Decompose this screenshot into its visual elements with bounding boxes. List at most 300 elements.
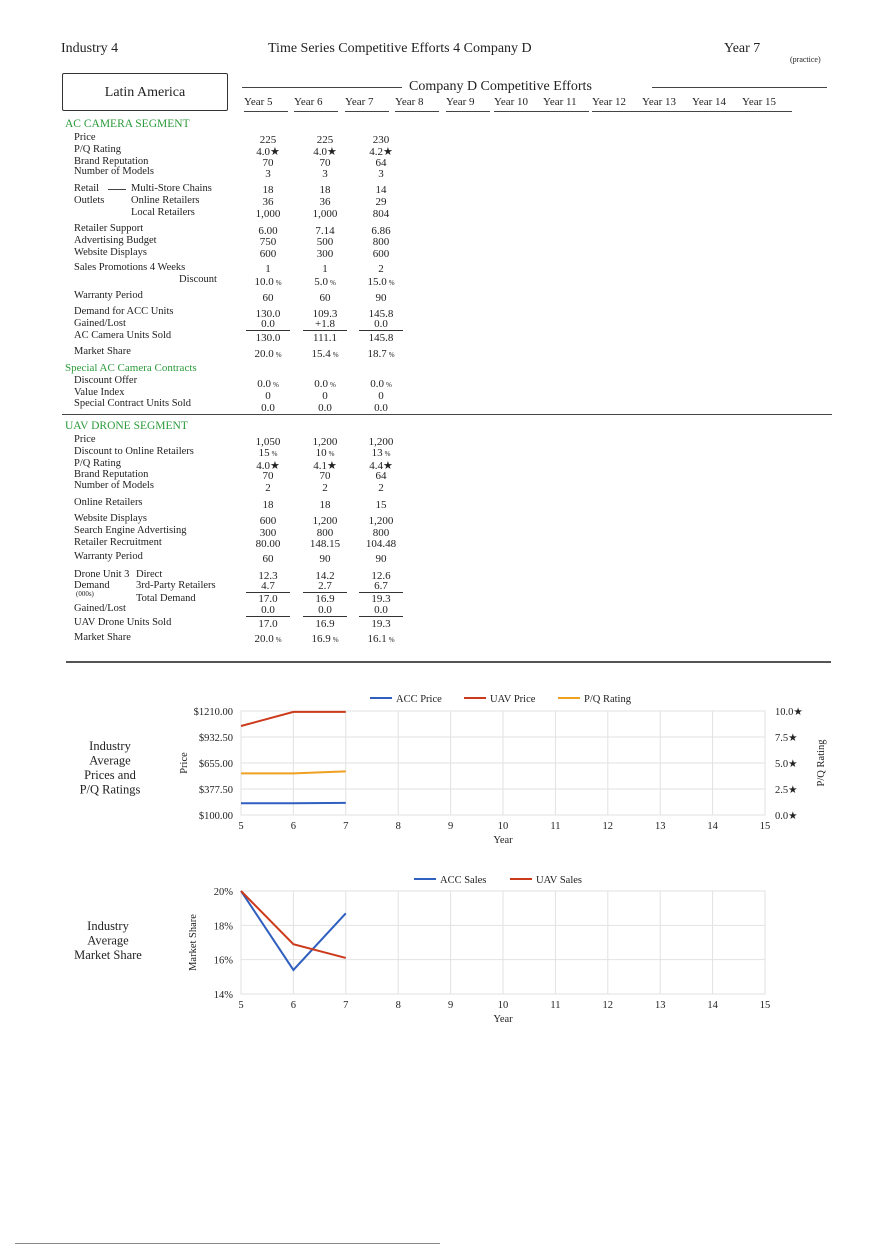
value-cell — [243, 538, 293, 550]
side-title-line: Industry — [87, 919, 129, 933]
year-header: Year 10 — [494, 96, 529, 108]
value-text: 145.8 — [368, 332, 394, 344]
value-cell — [359, 318, 403, 331]
value-cell — [243, 208, 293, 220]
side-title-line: Average — [89, 753, 131, 768]
x-tick-label: 9 — [447, 821, 454, 832]
percent-sign: % — [385, 381, 392, 389]
value-text: 0.0 — [318, 604, 332, 616]
row-label: Local Retailers — [131, 207, 195, 218]
value-cell — [243, 618, 293, 630]
percent-sign: % — [271, 450, 278, 458]
year-header: Year 13 — [642, 96, 677, 108]
row-label: AC Camera Units Sold — [74, 330, 172, 341]
row-label: Website Displays — [74, 513, 147, 524]
row-note: (000s) — [76, 590, 94, 598]
value-text: 80.00 — [255, 538, 281, 550]
value-cell — [243, 633, 293, 645]
value-text: 1,000 — [255, 208, 281, 220]
value-text: +1.8 — [315, 318, 335, 330]
row-label: P/Q Rating — [74, 458, 121, 469]
year-header: Year 6 — [294, 96, 323, 108]
value-cell — [243, 402, 293, 414]
year-header: Year 12 — [592, 96, 627, 108]
row-label: Retail — [74, 183, 100, 194]
row-label: Warranty Period — [74, 551, 143, 562]
value-text: 0 — [265, 390, 271, 402]
row-label: Advertising Budget — [74, 235, 157, 246]
y-tick-label: 18% — [213, 921, 233, 933]
value-text: 18 — [319, 184, 331, 196]
y2-tick-label: 7.5★ — [775, 733, 798, 744]
value-text: 70 — [262, 157, 274, 169]
row-label: Price — [74, 434, 96, 445]
value-cell — [243, 184, 293, 196]
x-tick-label: 5 — [238, 821, 244, 832]
value-text: 2 — [378, 482, 384, 494]
value-text: 15 — [375, 499, 387, 511]
value-text: 6.7 — [374, 580, 388, 592]
value-text: 90 — [319, 553, 331, 565]
value-cell — [300, 184, 350, 196]
value-text: 0.0 — [261, 318, 275, 330]
value-text: 104.48 — [365, 538, 397, 550]
x-axis-label: Year — [493, 835, 513, 846]
value-text: 800 — [372, 236, 390, 248]
value-cell — [356, 184, 406, 196]
region-box[interactable] — [62, 73, 228, 111]
value-text: 0 — [378, 390, 384, 402]
value-text: 36 — [262, 196, 274, 208]
row-label: Special Contract Units Sold — [74, 398, 191, 409]
value-text: 4.0★ — [256, 460, 280, 472]
value-cell — [300, 263, 350, 275]
value-cell — [243, 378, 293, 390]
value-text: 64 — [375, 157, 387, 169]
row-label: Price — [74, 132, 96, 143]
x-tick-label: 12 — [602, 1000, 614, 1011]
row-label: Market Share — [74, 346, 131, 357]
value-text: 1,200 — [312, 436, 338, 448]
value-text: 70 — [319, 157, 331, 169]
year-header: Year 11 — [543, 96, 577, 108]
value-text: 90 — [375, 553, 387, 565]
x-tick-label: 8 — [395, 1000, 401, 1011]
row-label: Gained/Lost — [74, 603, 126, 614]
value-cell — [300, 292, 350, 304]
segment-title: AC CAMERA SEGMENT — [65, 118, 190, 130]
value-cell — [243, 248, 293, 260]
year-header: Year 7 — [345, 96, 374, 108]
value-text: 1,200 — [368, 436, 394, 448]
value-cell — [356, 553, 406, 565]
value-cell — [303, 580, 347, 593]
x-tick-label: 14 — [707, 821, 718, 832]
value-text: 7.14 — [315, 225, 335, 237]
value-text: 800 — [316, 527, 334, 539]
value-cell — [300, 332, 350, 344]
y-axis-label: Price — [179, 752, 190, 774]
value-cell — [300, 447, 350, 459]
percent-sign: % — [332, 636, 339, 644]
value-text: 16.9 — [315, 593, 335, 605]
legend-label: ACC Price — [396, 694, 442, 705]
value-cell — [300, 196, 350, 208]
row-label: Total Demand — [136, 593, 196, 604]
value-text: 148.15 — [309, 538, 341, 550]
row-label: Brand Reputation — [74, 469, 149, 480]
value-text: 750 — [259, 236, 277, 248]
value-cell — [243, 515, 293, 527]
row-label: UAV Drone Units Sold — [74, 617, 172, 628]
value-text: 2 — [265, 482, 271, 494]
value-cell — [356, 332, 406, 344]
segment-title: Special AC Camera Contracts — [65, 362, 197, 374]
value-text: 800 — [372, 527, 390, 539]
value-text: 130.0 — [255, 308, 281, 320]
price-pq-chart — [0, 680, 880, 850]
value-text: 4.0★ — [256, 146, 280, 158]
value-text: 18.7 — [367, 348, 387, 360]
value-cell — [243, 482, 293, 494]
value-text: 4.2★ — [369, 146, 393, 158]
value-text: 18 — [262, 499, 274, 511]
value-cell — [300, 402, 350, 414]
value-text: 60 — [262, 292, 274, 304]
value-text: 70 — [262, 470, 274, 482]
row-label: Direct — [136, 569, 163, 580]
value-cell — [243, 263, 293, 275]
row-label: Number of Models — [74, 480, 154, 491]
y2-tick-label: 5.0★ — [775, 759, 798, 770]
value-cell — [356, 263, 406, 275]
y-tick-label: 14% — [213, 990, 233, 1001]
value-text: 5.0 — [314, 276, 328, 288]
x-tick-label: 15 — [759, 821, 771, 832]
value-cell — [359, 604, 403, 617]
value-cell — [300, 538, 350, 550]
row-label: Discount to Online Retailers — [74, 446, 194, 457]
value-text: 60 — [319, 292, 331, 304]
value-cell — [243, 447, 293, 459]
percent-sign: % — [272, 381, 279, 389]
row-label: Discount Offer — [74, 375, 138, 386]
value-text: 300 — [316, 248, 334, 260]
value-cell — [359, 580, 403, 593]
value-cell — [300, 515, 350, 527]
side-title-line: Average — [87, 933, 129, 948]
value-cell — [356, 348, 406, 360]
value-text: 19.3 — [371, 618, 391, 630]
x-tick-label: 11 — [550, 1000, 561, 1011]
value-text: 1,050 — [255, 436, 281, 448]
percent-sign: % — [388, 279, 395, 287]
value-text: 0.0 — [374, 402, 388, 414]
value-cell — [300, 168, 350, 180]
value-text: 16.1 — [367, 633, 387, 645]
percent-sign: % — [388, 636, 395, 644]
percent-sign: % — [329, 279, 336, 287]
value-text: 1 — [265, 263, 271, 275]
row-label: P/Q Rating — [74, 144, 121, 155]
value-cell — [303, 604, 347, 617]
year-header: Year 8 — [395, 96, 424, 108]
value-text: 2 — [378, 263, 384, 275]
value-text: 1,200 — [312, 515, 338, 527]
value-cell — [356, 168, 406, 180]
value-cell — [300, 378, 350, 390]
value-text: 225 — [316, 134, 334, 146]
industry-label: Industry 4 — [61, 41, 119, 56]
y2-tick-label: 0.0★ — [775, 811, 798, 822]
value-text: 18 — [319, 499, 331, 511]
value-cell — [243, 196, 293, 208]
y-tick-label: $932.50 — [198, 733, 233, 744]
percent-sign: % — [275, 279, 282, 287]
row-label: Drone Unit 3 — [74, 569, 130, 580]
value-text: 12.6 — [371, 570, 391, 582]
row-label: Online Retailers — [131, 195, 200, 206]
row-label: Demand for ACC Units — [74, 306, 174, 317]
value-text: 0 — [322, 390, 328, 402]
x-tick-label: 6 — [290, 821, 297, 832]
value-cell — [356, 378, 406, 390]
value-cell — [300, 470, 350, 482]
value-text: 10.0 — [254, 276, 274, 288]
value-cell — [356, 447, 406, 459]
row-label: Gained/Lost — [74, 318, 126, 329]
value-cell — [300, 618, 350, 630]
percent-sign: % — [329, 381, 336, 389]
value-cell — [246, 580, 290, 593]
value-text: 64 — [375, 470, 387, 482]
value-cell — [243, 348, 293, 360]
y-tick-label: 20% — [213, 887, 233, 898]
value-cell — [243, 292, 293, 304]
value-cell — [300, 499, 350, 511]
y2-axis-label: P/Q Rating — [816, 739, 827, 787]
value-cell — [300, 248, 350, 260]
legend-label: P/Q Rating — [584, 694, 631, 705]
value-cell — [300, 553, 350, 565]
value-cell — [246, 604, 290, 617]
value-text: 0.0 — [370, 378, 384, 390]
row-label: Sales Promotions 4 Weeks — [74, 262, 186, 273]
row-label: Market Share — [74, 632, 131, 643]
mode-label: (practice) — [790, 55, 821, 64]
value-cell — [246, 318, 290, 331]
value-text: 90 — [375, 292, 387, 304]
y-tick-label: $377.50 — [198, 785, 233, 796]
value-text: 13 — [371, 447, 383, 459]
x-tick-label: 9 — [447, 1000, 454, 1011]
value-cell — [300, 236, 350, 248]
value-cell — [300, 208, 350, 220]
legend-label: ACC Sales — [440, 875, 487, 886]
value-cell — [356, 402, 406, 414]
value-text: 19.3 — [371, 593, 391, 605]
row-label: Demand — [74, 580, 110, 591]
value-text: 3 — [378, 168, 384, 180]
y2-tick-label: 2.5★ — [775, 785, 798, 796]
year-header: Year 9 — [446, 96, 475, 108]
value-cell — [356, 390, 406, 402]
value-text: 17.0 — [258, 593, 278, 605]
market-share-chart — [0, 865, 880, 1035]
x-tick-label: 11 — [550, 821, 561, 832]
value-text: 17.0 — [258, 618, 278, 630]
value-text: 804 — [372, 208, 390, 220]
value-text: 16.9 — [315, 618, 335, 630]
value-cell — [356, 236, 406, 248]
value-text: 20.0 — [254, 633, 274, 645]
value-cell — [356, 499, 406, 511]
value-text: 0.0 — [374, 318, 388, 330]
row-label: Multi-Store Chains — [131, 183, 212, 194]
y-tick-label: $100.00 — [198, 811, 233, 822]
y-tick-label: 16% — [213, 955, 233, 967]
value-text: 14 — [375, 184, 387, 196]
value-text: 225 — [259, 134, 277, 146]
row-label: Retailer Recruitment — [74, 537, 162, 548]
value-text: 36 — [319, 196, 331, 208]
value-text: 6.00 — [258, 225, 278, 237]
value-text: 4.7 — [261, 580, 275, 592]
x-tick-label: 8 — [395, 821, 401, 832]
percent-sign: % — [328, 450, 335, 458]
value-cell — [356, 515, 406, 527]
row-label: Website Displays — [74, 247, 147, 258]
side-title-line: P/Q Ratings — [79, 782, 141, 797]
value-text: 6.86 — [371, 225, 391, 237]
x-tick-label: 6 — [290, 1000, 297, 1011]
value-text: 3 — [322, 168, 328, 180]
percent-sign: % — [388, 351, 395, 359]
value-text: 16.9 — [311, 633, 331, 645]
value-text: 4.4★ — [369, 460, 393, 472]
y2-tick-label: 10.0★ — [775, 707, 803, 718]
x-tick-label: 7 — [343, 1000, 349, 1011]
side-title-line: Prices and — [84, 768, 136, 782]
value-text: 1 — [322, 263, 328, 275]
row-label: Online Retailers — [74, 497, 143, 508]
row-label: Outlets — [74, 195, 105, 206]
value-text: 60 — [262, 553, 274, 565]
value-text: 29 — [375, 196, 387, 208]
legend-label: UAV Sales — [536, 875, 582, 886]
value-cell — [300, 348, 350, 360]
value-cell — [243, 332, 293, 344]
value-cell — [356, 196, 406, 208]
side-title-line: Market Share — [74, 948, 142, 962]
value-cell — [356, 248, 406, 260]
value-cell — [300, 633, 350, 645]
value-cell — [356, 633, 406, 645]
legend-label: UAV Price — [490, 694, 536, 705]
value-text: 109.3 — [312, 308, 338, 320]
row-label: Number of Models — [74, 166, 154, 177]
row-label: Search Engine Advertising — [74, 525, 187, 536]
x-tick-label: 14 — [707, 1000, 718, 1011]
value-text: 300 — [259, 527, 277, 539]
value-text: 0.0 — [314, 378, 328, 390]
y-tick-label: $655.00 — [198, 759, 233, 770]
value-cell — [356, 276, 406, 288]
percent-sign: % — [275, 351, 282, 359]
value-cell — [356, 470, 406, 482]
year-label: Year 7 — [724, 41, 761, 56]
row-label: Value Index — [74, 387, 125, 398]
value-text: 14.2 — [315, 570, 335, 582]
value-text: 10 — [315, 447, 327, 459]
row-label: Discount — [179, 274, 217, 285]
value-cell — [356, 538, 406, 550]
region-label: Latin America — [104, 85, 186, 100]
value-cell — [243, 390, 293, 402]
value-cell — [356, 292, 406, 304]
x-tick-label: 13 — [654, 821, 666, 832]
value-cell — [243, 236, 293, 248]
value-text: 0.0 — [374, 604, 388, 616]
value-text: 0.0 — [261, 402, 275, 414]
value-text: 0.0 — [257, 378, 271, 390]
y-axis-label: Market Share — [188, 914, 199, 971]
row-label: Warranty Period — [74, 290, 143, 301]
value-text: 111.1 — [313, 332, 337, 344]
value-cell — [356, 618, 406, 630]
value-text: 500 — [316, 236, 334, 248]
value-cell — [356, 208, 406, 220]
efforts-title: Company D Competitive Efforts — [409, 79, 592, 94]
percent-sign: % — [275, 636, 282, 644]
x-axis-label: Year — [493, 1014, 513, 1025]
value-text: 145.8 — [368, 308, 394, 320]
value-text: 230 — [372, 134, 390, 146]
value-text: 18 — [262, 184, 274, 196]
y-tick-label: $1210.00 — [193, 707, 233, 718]
x-tick-label: 12 — [602, 821, 614, 832]
value-text: 3 — [265, 168, 271, 180]
value-cell — [303, 318, 347, 331]
row-label: Retailer Support — [74, 223, 144, 234]
year-header: Year 14 — [692, 96, 727, 108]
segment-title: UAV DRONE SEGMENT — [65, 420, 188, 432]
x-tick-label: 13 — [654, 1000, 666, 1011]
value-text: 2.7 — [318, 580, 332, 592]
value-cell — [356, 482, 406, 494]
value-cell — [243, 276, 293, 288]
value-text: 0.0 — [318, 402, 332, 414]
value-cell — [300, 390, 350, 402]
x-tick-label: 10 — [497, 821, 509, 832]
value-text: 15.4 — [311, 348, 331, 360]
x-tick-label: 10 — [497, 1000, 509, 1011]
value-text: 0.0 — [261, 604, 275, 616]
value-text: 600 — [259, 515, 277, 527]
value-text: 15.0 — [367, 276, 387, 288]
value-text: 20.0 — [254, 348, 274, 360]
year-header: Year 15 — [742, 96, 777, 108]
side-title-line: Industry — [89, 739, 131, 753]
value-text: 1,000 — [312, 208, 338, 220]
row-label: Brand Reputation — [74, 156, 149, 167]
value-cell — [243, 553, 293, 565]
value-text: 2 — [322, 482, 328, 494]
value-cell — [243, 168, 293, 180]
x-tick-label: 7 — [343, 821, 349, 832]
value-text: 70 — [319, 470, 331, 482]
value-cell — [300, 276, 350, 288]
